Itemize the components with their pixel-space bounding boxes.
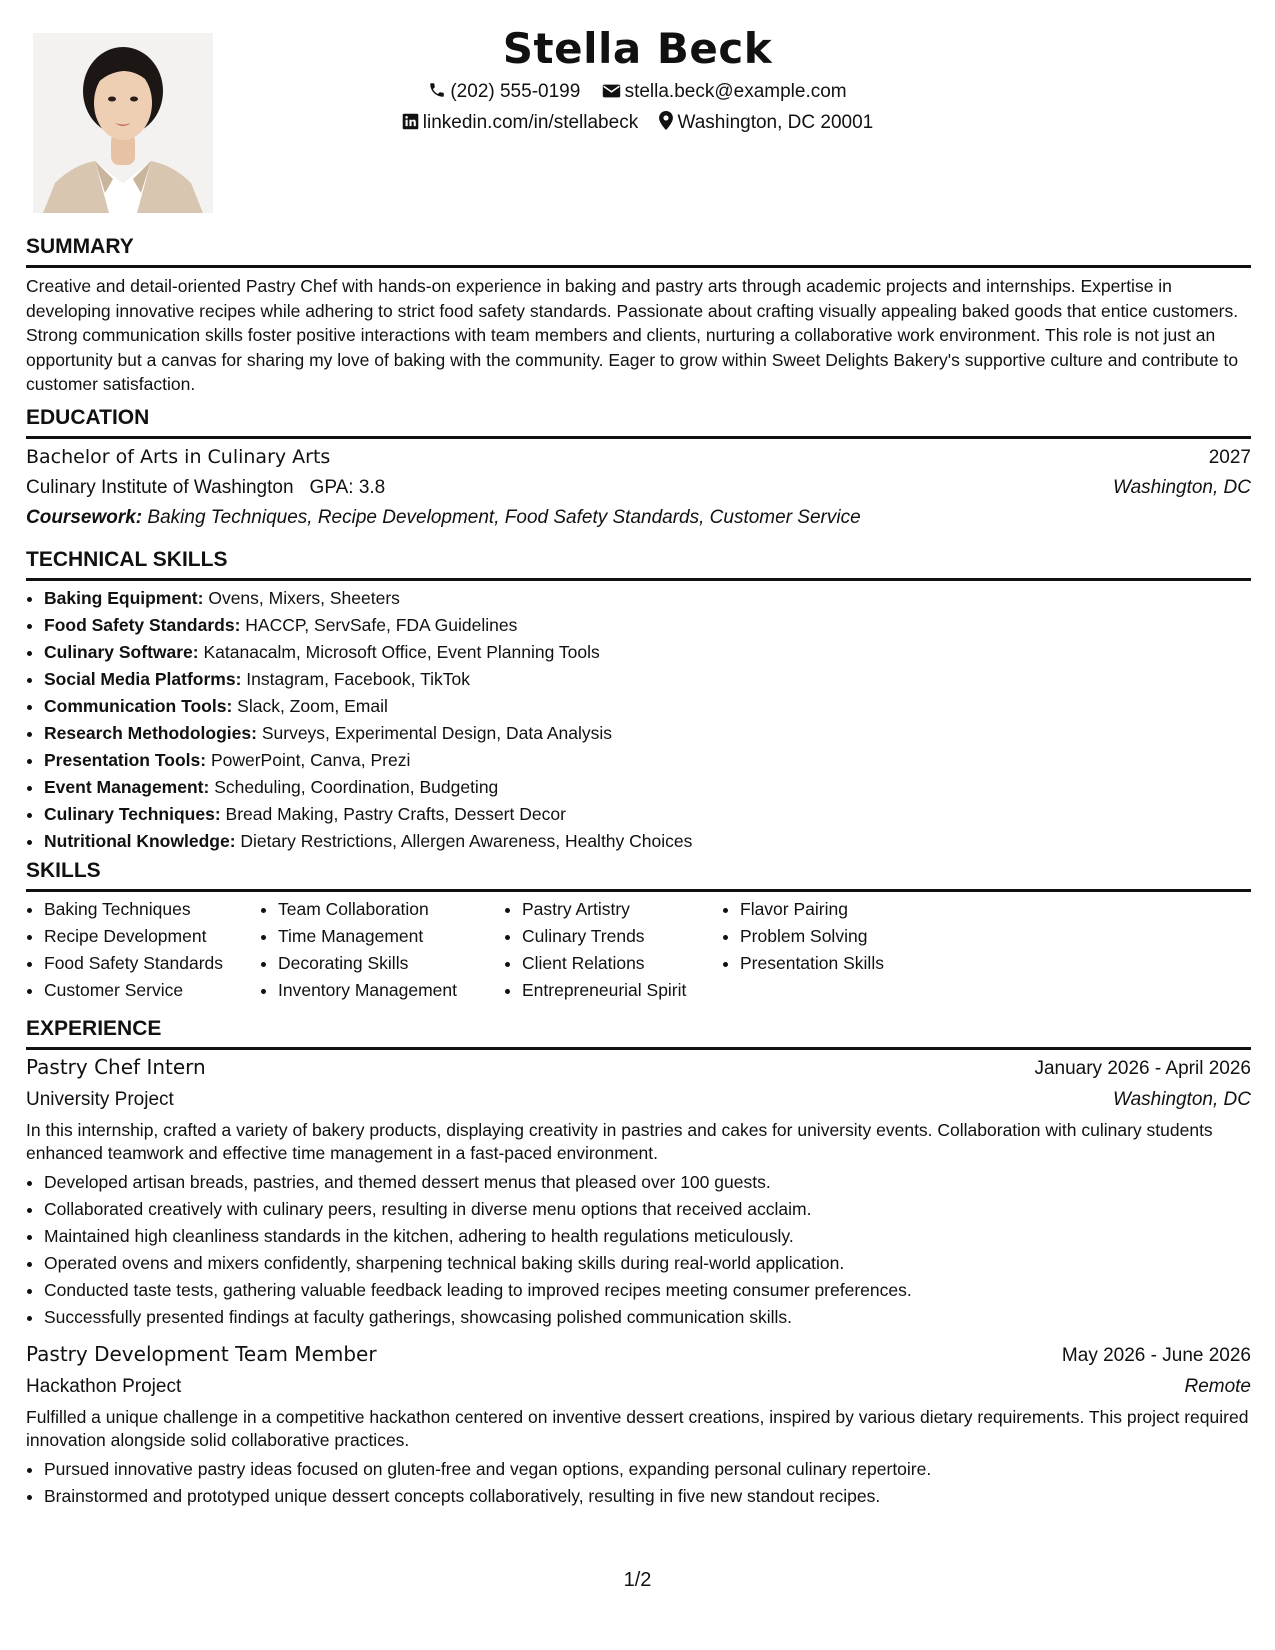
- skill-category-label: Presentation Tools:: [44, 750, 207, 770]
- coursework-list: Baking Techniques, Recipe Development, Food Safety Standards, Customer Service: [147, 507, 861, 528]
- job-dates: May 2026 - June 2026: [1061, 1345, 1251, 1366]
- technical-skill-item: [44, 720, 1251, 747]
- skill-item: • Flavor Pairing: [740, 896, 960, 923]
- contact-line-1: [0, 79, 1275, 105]
- gpa: GPA: 3.8: [309, 477, 386, 498]
- graduation-year: 2027: [1208, 447, 1251, 468]
- skill-category-label: Event Management:: [44, 777, 210, 797]
- skill-category-label: Food Safety Standards:: [44, 615, 241, 635]
- school-info: [26, 473, 385, 503]
- skill-category-values: PowerPoint, Canva, Prezi: [210, 750, 411, 770]
- skill-category-values: Bread Making, Pastry Crafts, Dessert Decor: [225, 804, 566, 824]
- education-heading: EDUCATION: [26, 404, 1251, 439]
- job-bullet: • Collaborated creatively with culinary peers, resulting in diverse menu options that received acclaim.: [44, 1196, 1251, 1223]
- envelope-icon: [602, 83, 621, 99]
- location-item: [659, 110, 873, 136]
- job-bullet: • Successfully presented findings at faculty gatherings, showcasing polished communication skills.: [44, 1304, 1251, 1331]
- education-school-row: [26, 473, 1251, 503]
- experience-section: [26, 1015, 1251, 1510]
- skill-category-label: Nutritional Knowledge:: [44, 831, 236, 851]
- technical-skill-item: [44, 828, 1251, 855]
- skills-column: [504, 896, 722, 1004]
- technical-skill-item: [44, 639, 1251, 666]
- skill-item: • Problem Solving: [740, 923, 960, 950]
- school-name: Culinary Institute of Washington: [26, 477, 294, 498]
- job-dates: January 2026 - April 2026: [1034, 1058, 1251, 1079]
- skill-category-label: Culinary Techniques:: [44, 804, 221, 824]
- summary-heading: SUMMARY: [26, 233, 1251, 268]
- job-title: Pastry Development Team Member: [26, 1342, 377, 1366]
- skill-category-values: Dietary Restrictions, Allergen Awareness, Healthy Choices: [240, 831, 693, 851]
- phone-item[interactable]: [428, 79, 580, 105]
- experience-heading: EXPERIENCE: [26, 1015, 1251, 1050]
- technical-skill-item: [44, 774, 1251, 801]
- job-title: Pastry Chef Intern: [26, 1055, 206, 1079]
- skill-item: • Client Relations: [522, 950, 722, 977]
- skill-item: • Recipe Development: [44, 923, 260, 950]
- skill-category-label: Research Methodologies:: [44, 723, 257, 743]
- job-description: Fulfilled a unique challenge in a competitive hackathon centered on inventive dessert creations, inspired by various dietary requirements. This project required innovation alongside solid collaborative practices.: [26, 1407, 1249, 1450]
- skill-item: • Time Management: [278, 923, 504, 950]
- skill-category-values: Instagram, Facebook, TikTok: [246, 669, 471, 689]
- job-org-row: [26, 1371, 1251, 1402]
- skill-category-label: Culinary Software:: [44, 642, 199, 662]
- education-section: [26, 404, 1251, 533]
- location-text: Washington, DC 20001: [677, 112, 874, 133]
- skill-category-values: Katanacalm, Microsoft Office, Event Planning Tools: [203, 642, 600, 662]
- technical-skills-list: [26, 585, 1251, 855]
- skill-item: • Entrepreneurial Spirit: [522, 977, 722, 1004]
- job-location: Remote: [1184, 1376, 1251, 1397]
- skill-item: • Team Collaboration: [278, 896, 504, 923]
- email-item[interactable]: [602, 79, 847, 105]
- job-bullet: • Pursued innovative pastry ideas focused on gluten-free and vegan options, expanding personal culinary repertoire.: [44, 1456, 1251, 1483]
- skill-category-values: Surveys, Experimental Design, Data Analysis: [261, 723, 612, 743]
- candidate-name: Stella Beck: [502, 24, 773, 73]
- job-bullet: • Operated ovens and mixers confidently, sharpening technical baking skills during real-world application.: [44, 1250, 1251, 1277]
- degree-name: Bachelor of Arts in Culinary Arts: [26, 446, 331, 468]
- skill-item: • Inventory Management: [278, 977, 504, 1004]
- technical-skill-item: [44, 585, 1251, 612]
- job-title-row: [26, 1339, 1251, 1371]
- technical-skills-heading: TECHNICAL SKILLS: [26, 546, 1251, 581]
- technical-skill-item: [44, 666, 1251, 693]
- skills-column: [260, 896, 504, 1004]
- job-bullets: [26, 1456, 1251, 1510]
- job-org-row: [26, 1084, 1251, 1115]
- job-org: Hackathon Project: [26, 1376, 182, 1397]
- job-entry: [26, 1052, 1251, 1331]
- skill-item: • Presentation Skills: [740, 950, 960, 977]
- skill-category-values: Scheduling, Coordination, Budgeting: [214, 777, 499, 797]
- coursework-label: Coursework:: [26, 507, 143, 528]
- skills-heading: SKILLS: [26, 857, 1251, 892]
- linkedin-icon: [402, 113, 419, 130]
- skills-column: [26, 896, 260, 1004]
- technical-skill-item: [44, 693, 1251, 720]
- job-title-row: [26, 1052, 1251, 1084]
- skill-item: • Food Safety Standards: [44, 950, 260, 977]
- phone-text: (202) 555-0199: [450, 81, 581, 102]
- summary-section: [26, 233, 1251, 397]
- technical-skill-item: [44, 801, 1251, 828]
- skill-item: • Baking Techniques: [44, 896, 260, 923]
- skill-item: • Culinary Trends: [522, 923, 722, 950]
- skill-category-label: Social Media Platforms:: [44, 669, 242, 689]
- job-bullet: • Developed artisan breads, pastries, and themed dessert menus that pleased over 100 guests.: [44, 1169, 1251, 1196]
- job-bullet: • Conducted taste tests, gathering valuable feedback leading to improved recipes meeting consumer preferences.: [44, 1277, 1251, 1304]
- job-entry: [26, 1339, 1251, 1510]
- skill-category-label: Communication Tools:: [44, 696, 233, 716]
- page-number: 1/2: [623, 1569, 652, 1591]
- email-text: stella.beck@example.com: [624, 81, 847, 102]
- technical-skill-item: [44, 747, 1251, 774]
- summary-text: Creative and detail-oriented Pastry Chef with hands-on experience in baking and pastry arts through academic projects and internships. Expertise in developing innovative recipes while adhering to strict food safety standards. Passionate about crafting visually appealing baked goods that entice customers. Strong communication skills foster positive interactions with team members and clients, nurturing a collaborative work environment. This role is not just an opportunity but a canvas for sharing my love of baking with the community. Eager to grow within Sweet Delights Bakery's supportive culture and contribute to customer satisfaction.: [26, 276, 1239, 394]
- skills-grid: [26, 896, 1251, 1004]
- skill-item: • Customer Service: [44, 977, 260, 1004]
- contact-line-2: [0, 110, 1275, 136]
- school-location: Washington, DC: [1113, 477, 1251, 498]
- skill-item: • Decorating Skills: [278, 950, 504, 977]
- technical-skill-item: [44, 612, 1251, 639]
- skill-item: • Pastry Artistry: [522, 896, 722, 923]
- skill-category-values: HACCP, ServSafe, FDA Guidelines: [245, 615, 518, 635]
- phone-icon: [428, 81, 446, 99]
- skills-column: [722, 896, 960, 1004]
- linkedin-text: linkedin.com/in/stellabeck: [422, 112, 639, 133]
- job-bullets: [26, 1169, 1251, 1331]
- technical-skills-section: [26, 546, 1251, 855]
- skill-category-values: Ovens, Mixers, Sheeters: [208, 588, 400, 608]
- job-bullet: • Brainstormed and prototyped unique dessert concepts collaboratively, resulting in five new standout recipes.: [44, 1483, 1251, 1510]
- job-description: In this internship, crafted a variety of bakery products, displaying creativity in pastries and cakes for university events. Collaboration with culinary students enhanced teamwork and effective time management in a fast-paced environment.: [26, 1120, 1213, 1163]
- coursework: [26, 503, 1251, 533]
- education-degree-row: [26, 442, 1251, 473]
- skill-category-label: Baking Equipment:: [44, 588, 204, 608]
- job-bullet: • Maintained high cleanliness standards in the kitchen, adhering to health regulations meticulously.: [44, 1223, 1251, 1250]
- map-pin-icon: [659, 111, 673, 130]
- job-org: University Project: [26, 1089, 174, 1110]
- skills-section: [26, 857, 1251, 1004]
- skill-category-values: Slack, Zoom, Email: [237, 696, 388, 716]
- linkedin-item[interactable]: [402, 110, 638, 136]
- job-location: Washington, DC: [1113, 1089, 1251, 1110]
